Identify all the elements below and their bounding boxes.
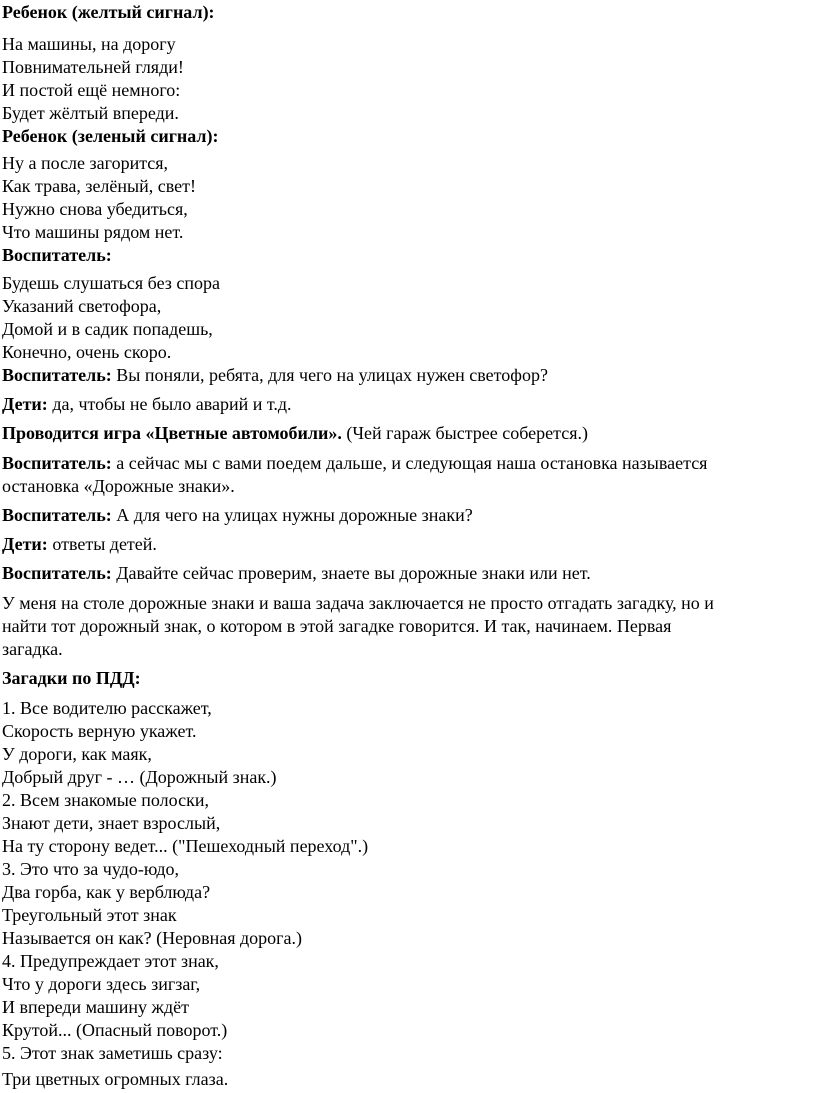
verse-line: Как трава, зелёный, свет! [2,176,196,196]
verse-line: Домой и в садик попадешь, [2,319,213,339]
speaker: Воспитатель: [2,505,112,525]
riddle-line: Треугольный этот знак [2,905,177,925]
riddle-line: 4. Предупреждает этот знак, [2,951,219,971]
riddle-line: На ту сторону ведет... ("Пешеходный переход".) [2,836,369,856]
verse-line: И постой ещё немного: [2,80,181,100]
verse-line: Будешь слушаться без спора [2,273,221,293]
verse-line: Конечно, очень скоро. [2,342,172,362]
heading-child-green: Ребенок (зеленый сигнал): [2,126,219,146]
riddle-line: И впереди машину ждёт [2,997,189,1017]
riddle-line: Знают дети, знает взрослый, [2,813,221,833]
riddle-line: Скорость верную укажет. [2,721,197,741]
riddle-line: У дороги, как маяк, [2,744,152,764]
riddle-line: 1. Все водителю расскажет, [2,698,212,718]
riddle-line: Два горба, как у верблюда? [2,882,211,902]
verse-line: Повнимательней гляди! [2,57,184,77]
dialogue-line [2,562,591,584]
speech: ответы детей. [47,534,157,554]
verse-line: На машины, на дорогу [2,34,176,54]
game-title: Проводится игра «Цветные автомобили». [2,423,342,443]
paragraph-line: загадка. [2,639,63,659]
verse-line: Будет жёлтый впереди. [2,103,179,123]
verse-line: Ну а после загорится, [2,153,169,173]
verse-line: Нужно снова убедиться, [2,199,188,219]
dialogue-line [2,393,292,415]
heading-riddles: Загадки по ПДД: [2,668,141,688]
dialogue-line [2,533,157,555]
riddle-line: Три цветных огромных глаза. [2,1069,229,1089]
game-note: (Чей гараж быстрее соберется.) [341,423,588,443]
riddle-line: 3. Это что за чудо-юдо, [2,859,180,879]
dialogue-line [2,364,548,386]
speech: Давайте сейчас проверим, знаете вы дорожные знаки или нет. [111,563,591,583]
paragraph-line: найти тот дорожный знак, о котором в этой загадке говорится. И так, начинаем. Первая [2,616,672,636]
speaker: Воспитатель: [2,453,112,473]
speech: А для чего на улицах нужны дорожные знаки? [111,505,473,525]
dialogue-line [2,452,707,474]
riddle-line: Добрый друг - … (Дорожный знак.) [2,767,277,787]
paragraph-line: У меня на столе дорожные знаки и ваша задача заключается не просто отгадать загадку, но и [2,593,714,613]
riddle-line: Крутой... (Опасный поворот.) [2,1020,228,1040]
heading-teacher: Воспитатель: [2,245,112,265]
speaker: Воспитатель: [2,365,112,385]
riddle-line: 2. Всем знакомые полоски, [2,790,209,810]
riddle-line: Что у дороги здесь зигзаг, [2,974,201,994]
riddle-line: Называется он как? (Неровная дорога.) [2,928,303,948]
speaker: Дети: [2,394,48,414]
dialogue-line [2,504,473,526]
heading-child-yellow: Ребенок (желтый сигнал): [2,2,215,22]
speaker: Воспитатель: [2,563,112,583]
speaker: Дети: [2,534,48,554]
verse-line: Что машины рядом нет. [2,222,184,242]
speech: да, чтобы не было аварий и т.д. [47,394,292,414]
riddle-line: 5. Этот знак заметишь сразу: [2,1043,223,1063]
dialogue-continuation: остановка «Дорожные знаки». [2,476,235,496]
speech: а сейчас мы с вами поедем дальше, и следующая наша остановка называется [111,453,708,473]
speech: Вы поняли, ребята, для чего на улицах нужен светофор? [111,365,548,385]
verse-line: Указаний светофора, [2,296,162,316]
game-line [2,422,588,444]
